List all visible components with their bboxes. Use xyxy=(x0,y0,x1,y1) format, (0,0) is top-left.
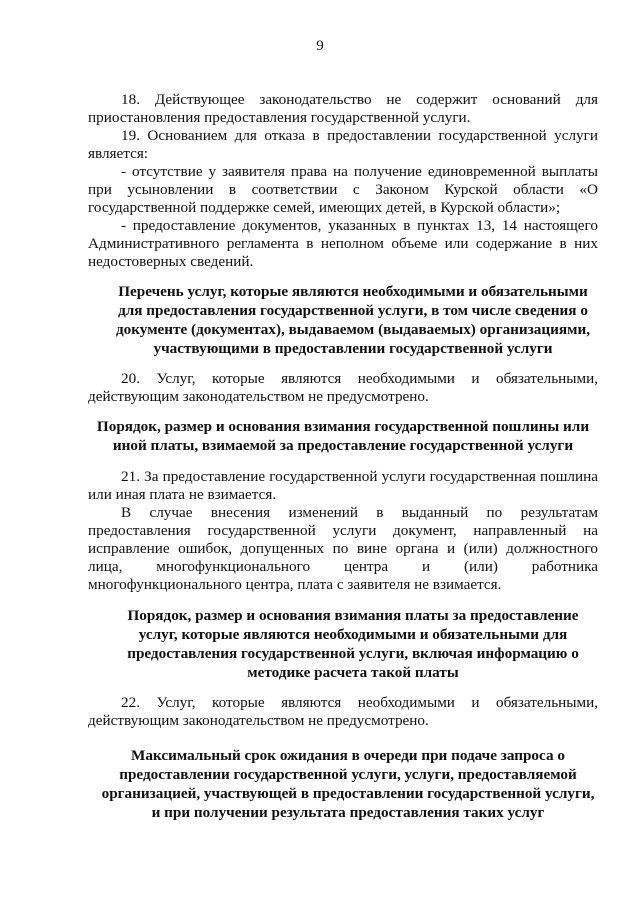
paragraph-text: 22. Услуг, которые являются необходимыми и обязательными, действующим законодательством не предусмотрено. xyxy=(88,694,598,729)
paragraph-19 xyxy=(88,127,598,163)
section-heading-services-list xyxy=(108,282,598,358)
paragraph-text: - предоставление документов, указанных в пунктах 13, 14 настоящего Административного регламента в неполном объеме или содержание в них недостоверных сведений. xyxy=(88,217,598,270)
section-heading-state-fee xyxy=(88,417,598,455)
paragraph-list-item-2 xyxy=(88,217,598,271)
paragraph-list-item-1 xyxy=(88,163,598,217)
paragraph-21 xyxy=(88,468,598,504)
paragraph-20 xyxy=(88,370,598,406)
paragraph-text: 18. Действующее законодательство не содержит оснований для приостановления предоставления государственной услуги. xyxy=(88,91,598,126)
paragraph-text: - отсутствие у заявителя права на получение единовременной выплаты при усыновлении в соответствии с Законом Курской области «О государственной поддержке семей, имеющих детей, в Курской области»; xyxy=(88,163,598,216)
section-heading-fee-for-services xyxy=(108,606,598,682)
paragraph-22 xyxy=(88,694,598,730)
paragraph-text: 21. За предоставление государственной услуги государственная пошлина или иная плата не взимается. xyxy=(88,468,598,503)
heading-text: Порядок, размер и основания взимания государственной пошлины или иной платы, взимаемой за предоставление государственной услуги xyxy=(96,418,590,454)
page-number: 9 xyxy=(316,38,324,54)
paragraph-21-correction xyxy=(88,504,598,594)
heading-text: Перечень услуг, которые являются необходимыми и обязательными для предоставления государственной услуги, в том числе сведения о документе (документах), выдаваемом (выдаваемых) организациями, участвующими в предоставлении государственной услуги xyxy=(115,283,590,357)
paragraph-text: 19. Основанием для отказа в предоставлении государственной услуги является: xyxy=(88,127,598,162)
paragraph-18 xyxy=(88,91,598,127)
heading-text: Максимальный срок ожидания в очереди при подаче запроса о предоставлении государственной услуги, услуги, предоставляемой организацией, участвующей в предоставлении государственной услуги, и при получении результата предоставления таких услуг xyxy=(101,747,595,821)
section-heading-queue-time xyxy=(98,746,598,822)
heading-text: Порядок, размер и основания взимания платы за предоставление услуг, которые являются необходимыми и обязательными для предоставления государственной услуги, включая информацию о методике расчета такой платы xyxy=(127,607,579,681)
paragraph-text: В случае внесения изменений в выданный по результатам предоставления государственной услуги документ, направленный на исправление ошибок, допущенных по вине органа и (или) должностного лица, многофункционального центра и (или) работника многофункционального центра, плата с заявителя не взимается. xyxy=(88,504,598,593)
paragraph-text: 20. Услуг, которые являются необходимыми и обязательными, действующим законодательством не предусмотрено. xyxy=(88,370,598,405)
